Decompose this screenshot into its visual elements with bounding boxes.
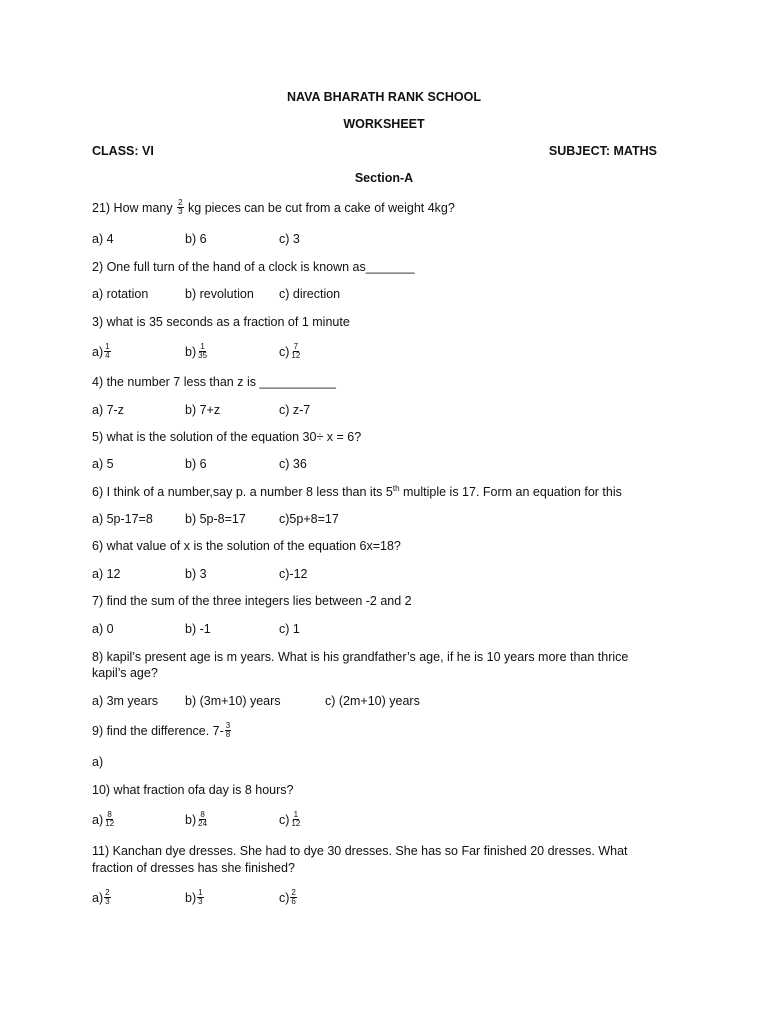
option-c: c) $\frac{2}{6}$ — [279, 888, 296, 907]
question-8-cont: kapil’s age? — [92, 666, 158, 680]
question-4: 4) the number 7 less than z is ___________ — [92, 375, 336, 389]
option-b: b) 6 — [185, 232, 207, 246]
fraction: $\frac{1}{4}$ — [105, 342, 110, 361]
option-c: c) 3 — [279, 232, 300, 246]
option-c: c)-12 — [279, 567, 308, 581]
option-b: b) -1 — [185, 622, 211, 636]
subject-label: SUBJECT: MATHS — [548, 144, 657, 158]
option-a: a) 7-z — [92, 403, 124, 417]
fraction: $\frac{8}{12}$ — [105, 810, 115, 829]
fraction: $\frac{1}{3}$ — [198, 888, 203, 907]
option-c: c) (2m+10) years — [325, 694, 420, 708]
question-10: 10) what fraction ofa day is 8 hours? — [92, 783, 294, 797]
option-b: b) 6 — [185, 457, 207, 471]
option-c: c) $\frac{1}{12}$ — [279, 810, 301, 829]
option-b: b) 7+z — [185, 403, 221, 417]
question-7: 7) find the sum of the three integers lies between -2 and 2 — [92, 594, 412, 608]
fraction: $\frac{2}{3}$ — [105, 888, 110, 907]
fraction: $\frac{2}{3}$ — [178, 198, 183, 217]
question-8: 8) kapil’s present age is m years. What is his grandfather’s age, if he is 10 years more than thrice — [92, 650, 629, 664]
option-b: b) $\frac{1}{3}$ — [185, 888, 203, 907]
question-3: 3) what is 35 seconds as a fraction of 1 minute — [92, 315, 350, 329]
fraction: $\frac{2}{6}$ — [291, 888, 296, 907]
option-c: c) direction — [279, 287, 341, 301]
fraction: $\frac{3}{8}$ — [225, 721, 231, 740]
option-a: a) 3m years — [92, 694, 158, 708]
fraction: $\frac{1}{35}$ — [198, 342, 208, 361]
question-6a: 6) I think of a number,say p. a number 8 less than its 5th multiple is 17. Form an equation for this — [92, 483, 622, 499]
option-a: a) $\frac{8}{12}$ — [92, 810, 115, 829]
option-a: a) 12 — [92, 567, 121, 581]
option-a: a) 5p-17=8 — [92, 512, 153, 526]
option-b: b) 5p-8=17 — [185, 512, 246, 526]
option-b: b) 3 — [185, 567, 207, 581]
school-name: NAVA BHARATH RANK SCHOOL — [287, 90, 481, 104]
option-b: b) $\frac{8}{24}$ — [185, 810, 208, 829]
option-a: a) $\frac{1}{4}$ — [92, 342, 110, 361]
option-a: a) rotation — [92, 287, 149, 301]
section-title: Section-A — [354, 171, 414, 185]
option-b: b) revolution — [185, 287, 254, 301]
option-b: b) $\frac{1}{35}$ — [185, 342, 208, 361]
worksheet-title: WORKSHEET — [343, 117, 425, 131]
option-c: c) 1 — [279, 622, 300, 636]
option-c: c) $\frac{7}{12}$ — [279, 342, 301, 361]
option-a: a) 5 — [92, 457, 114, 471]
fraction: $\frac{7}{12}$ — [291, 342, 301, 361]
question-11: 11) Kanchan dye dresses. She had to dye 30 dresses. She has so Far finished 20 dresses. What — [92, 844, 628, 858]
question-1: 21) How many $\frac{2}{3}$ kg pieces can be cut from a cake of weight 4kg? — [92, 198, 455, 217]
question-2: 2) One full turn of the hand of a clock is known as_______ — [92, 260, 415, 274]
question-11-cont: fraction of dresses has she finished? — [92, 861, 295, 875]
question-5: 5) what is the solution of the equation 30÷ x = 6? — [92, 430, 362, 444]
option-a: a) 4 — [92, 232, 114, 246]
option-b: b) (3m+10) years — [185, 694, 281, 708]
option-c: c)5p+8=17 — [279, 512, 339, 526]
class-label: CLASS: VI — [92, 144, 154, 158]
question-9: 9) find the difference. 7- $\frac{3}{8}$ — [92, 721, 231, 740]
fraction: $\frac{8}{24}$ — [198, 810, 208, 829]
option-a: a) 0 — [92, 622, 114, 636]
option-a: a) $\frac{2}{3}$ — [92, 888, 110, 907]
option-c: c) z-7 — [279, 403, 311, 417]
option-a: a) — [92, 755, 104, 769]
fraction: $\frac{1}{12}$ — [291, 810, 301, 829]
option-c: c) 36 — [279, 457, 307, 471]
question-6b: 6) what value of x is the solution of the equation 6x=18? — [92, 539, 401, 553]
